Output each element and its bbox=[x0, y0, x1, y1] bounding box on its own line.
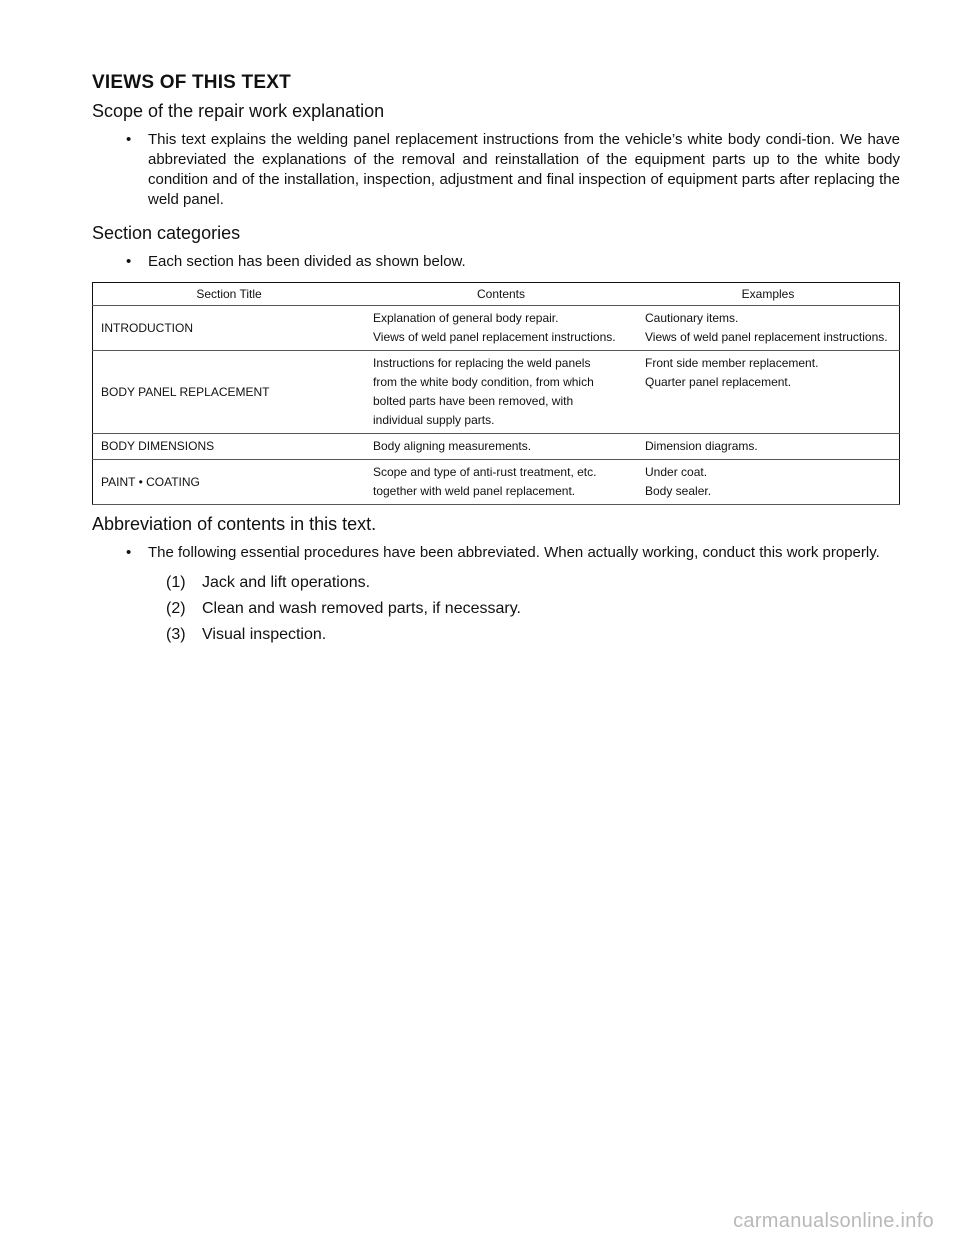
contents-line: Instructions for replacing the weld panels bbox=[373, 356, 591, 370]
header-contents: Contents bbox=[365, 283, 637, 306]
list-item bbox=[166, 599, 900, 619]
contents-line: Explanation of general body repair. bbox=[373, 311, 559, 325]
examples-line: Front side member replacement. bbox=[645, 356, 819, 370]
step-number: (1) bbox=[166, 574, 186, 591]
list-item bbox=[166, 573, 900, 593]
contents-line: Body aligning measurements. bbox=[373, 439, 532, 453]
scope-text: This text explains the welding panel replacement instructions from the vehicle’s white body condi-tion. We have abbreviated the explanations of the removal and reinstallation of the equipment parts up to the white body condition and of the installation, inspection, adjustment and final inspection of equipment parts after replacing the weld panel. bbox=[148, 131, 900, 208]
step-number: (3) bbox=[166, 626, 186, 643]
examples-line: Cautionary items. bbox=[645, 311, 739, 325]
abbreviation-heading: Abbreviation of contents in this text. bbox=[92, 514, 377, 534]
contents-line: bolted parts have been removed, with bbox=[373, 394, 574, 408]
bullet-icon: • bbox=[126, 253, 132, 270]
list-item bbox=[166, 625, 900, 645]
row-title: PAINT • COATING bbox=[93, 460, 366, 505]
categories-paragraph bbox=[92, 252, 900, 272]
contents-line: Scope and type of anti-rust treatment, etc. bbox=[373, 465, 597, 479]
table-header-row bbox=[93, 283, 900, 306]
document-page bbox=[92, 70, 900, 651]
procedure-list bbox=[92, 573, 900, 645]
step-number: (2) bbox=[166, 600, 186, 617]
row-contents bbox=[365, 434, 637, 460]
categories-heading: Section categories bbox=[92, 223, 241, 243]
row-contents bbox=[365, 351, 637, 434]
table-row bbox=[93, 306, 900, 351]
row-examples bbox=[637, 351, 900, 434]
step-text: Jack and lift operations. bbox=[202, 574, 371, 591]
contents-line: Views of weld panel replacement instructions. bbox=[373, 330, 616, 344]
contents-line: from the white body condition, from which bbox=[373, 375, 594, 389]
row-examples bbox=[637, 434, 900, 460]
scope-paragraph bbox=[92, 130, 900, 210]
row-title: BODY PANEL REPLACEMENT bbox=[93, 351, 366, 434]
watermark-text: carmanualsonline.info bbox=[733, 1210, 934, 1232]
header-section-title: Section Title bbox=[93, 283, 366, 306]
examples-line: Under coat. bbox=[645, 465, 708, 479]
row-examples bbox=[637, 460, 900, 505]
categories-text: Each section has been divided as shown below. bbox=[148, 253, 466, 270]
abbreviation-text: The following essential procedures have been abbreviated. When actually working, conduct this work properly. bbox=[148, 544, 880, 561]
page-title: VIEWS OF THIS TEXT bbox=[92, 72, 291, 93]
examples-line: Quarter panel replacement. bbox=[645, 375, 792, 389]
header-examples: Examples bbox=[637, 283, 900, 306]
abbreviation-paragraph bbox=[92, 543, 900, 563]
bullet-icon: • bbox=[126, 544, 132, 561]
step-text: Clean and wash removed parts, if necessary. bbox=[202, 600, 521, 617]
table-row bbox=[93, 434, 900, 460]
contents-line: individual supply parts. bbox=[373, 413, 495, 427]
row-contents bbox=[365, 460, 637, 505]
table-row bbox=[93, 460, 900, 505]
step-text: Visual inspection. bbox=[202, 626, 327, 643]
row-title: BODY DIMENSIONS bbox=[93, 434, 366, 460]
section-categories-table bbox=[92, 282, 900, 505]
bullet-icon: • bbox=[126, 131, 132, 148]
row-contents bbox=[365, 306, 637, 351]
table-row bbox=[93, 351, 900, 434]
row-title: INTRODUCTION bbox=[93, 306, 366, 351]
examples-line: Dimension diagrams. bbox=[645, 439, 758, 453]
scope-heading: Scope of the repair work explanation bbox=[92, 101, 385, 121]
row-examples bbox=[637, 306, 900, 351]
examples-line: Views of weld panel replacement instructions. bbox=[645, 330, 888, 344]
contents-line: together with weld panel replacement. bbox=[373, 484, 576, 498]
examples-line: Body sealer. bbox=[645, 484, 712, 498]
